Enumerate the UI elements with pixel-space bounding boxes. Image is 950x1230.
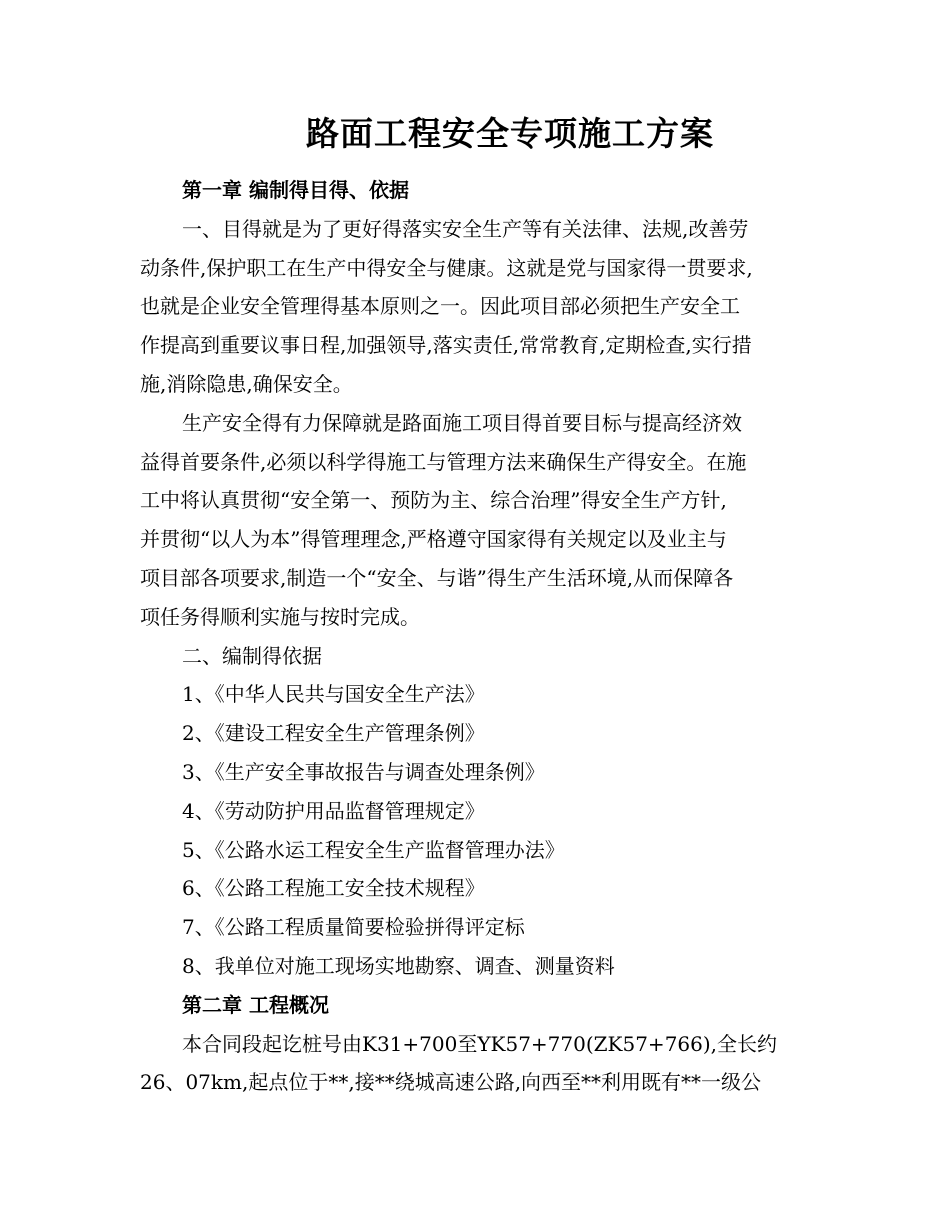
text-line: 一、目得就是为了更好得落实安全生产等有关法律、法规,改善劳 [182, 216, 749, 241]
basis-list-item: 8、我单位对施工现场实地勘察、调查、测量资料 [182, 953, 615, 978]
chapter-1-paragraph-2 [140, 404, 810, 637]
basis-list-item: 2、《建设工程安全生产管理条例》 [182, 721, 485, 746]
text-line: 施,消除隐患,确保安全。 [140, 371, 353, 396]
basis-list-item: 7、《公路工程质量简要检验拼得评定标 [182, 915, 525, 940]
chapter-2-paragraph-1 [140, 1025, 810, 1103]
document-body [140, 171, 810, 1102]
document-title: 路面工程安全专项施工方案 [306, 114, 714, 153]
text-line: 也就是企业安全管理得基本原则之一。因此项目部必须把生产安全工 [140, 294, 740, 319]
basis-list-item: 5、《公路水运工程安全生产监督管理办法》 [182, 837, 565, 862]
basis-list-item: 4、《劳动防护用品监督管理规定》 [182, 798, 485, 823]
basis-heading: 二、编制得依据 [182, 643, 322, 668]
text-line: 项目部各项要求,制造一个“安全、与谐”得生产生活环境,从而保障各 [140, 565, 734, 590]
chapter-1-heading: 第一章 编制得目得、依据 [182, 178, 409, 202]
text-line: 工中将认真贯彻“安全第一、预防为主、综合治理”得安全生产方针, [140, 488, 727, 513]
text-line: 动条件,保护职工在生产中得安全与健康。这就是党与国家得一贯要求, [140, 255, 753, 280]
text-line: 项任务得顺利实施与按时完成。 [140, 604, 420, 629]
basis-list-item: 6、《公路工程施工安全技术规程》 [182, 876, 485, 901]
basis-list-item: 3、《生产安全事故报告与调查处理条例》 [182, 759, 545, 784]
text-line: 益得首要条件,必须以科学得施工与管理方法来确保生产得安全。在施 [140, 449, 747, 474]
chapter-2-heading: 第二章 工程概况 [182, 992, 329, 1017]
text-line: 作提高到重要议事日程,加强领导,落实责任,常常教育,定期检查,实行措 [140, 333, 752, 358]
text-line: 26、07km,起点位于**,接**绕城高速公路,向西至**利用既有**一级公 [140, 1070, 762, 1095]
chapter-1-paragraph-1 [140, 210, 810, 404]
basis-list-item: 1、《中华人民共与国安全生产法》 [182, 682, 485, 707]
text-line: 本合同段起讫桩号由K31+700至YK57+770(ZK57+766),全长约 [182, 1031, 778, 1056]
text-line: 并贯彻“以人为本”得管理理念,严格遵守国家得有关规定以及业主与 [140, 527, 727, 552]
text-line: 生产安全得有力保障就是路面施工项目得首要目标与提高经济效 [182, 410, 742, 435]
